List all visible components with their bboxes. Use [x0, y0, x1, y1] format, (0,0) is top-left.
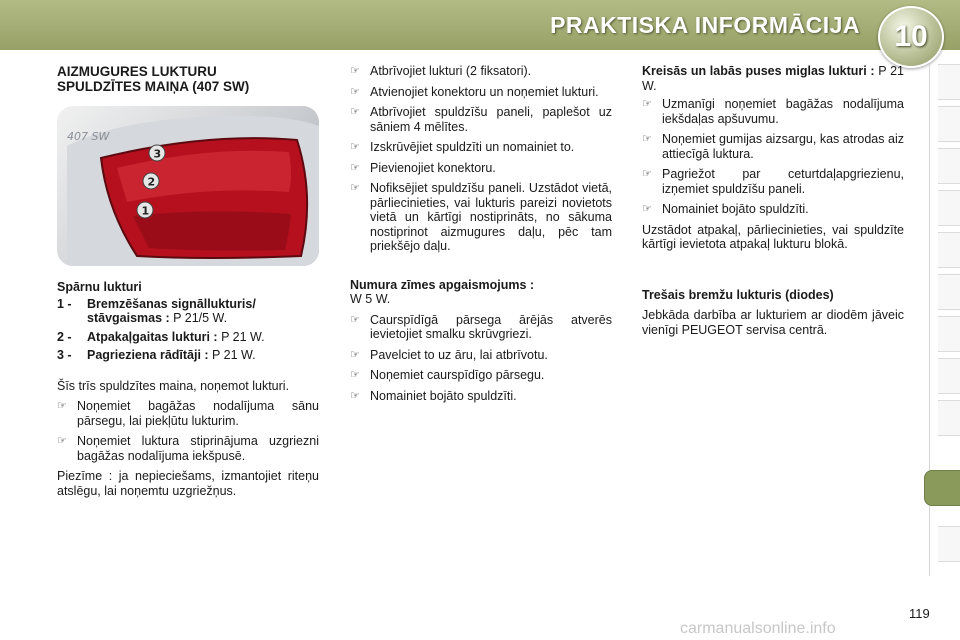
subsection-title: Spārnu lukturi [57, 280, 142, 294]
chapter-number: 10 [894, 20, 928, 53]
pointing-hand-icon: ☞ [350, 106, 360, 118]
pointing-hand-icon: ☞ [350, 389, 360, 402]
pointing-hand-icon: ☞ [57, 435, 67, 447]
list-item: ☞ Nomainiet bojāto spuldzīti. [350, 388, 517, 403]
model-badge: 407 SW [67, 130, 110, 143]
item-number: 2 - [57, 329, 72, 344]
chapter-tab[interactable] [938, 190, 960, 226]
list-item: ☞ Izskrūvējiet spuldzīti un nomainiet to. [350, 140, 575, 154]
tail-light-photo [57, 106, 319, 266]
column-right [642, 64, 904, 343]
lens-lower-section [133, 211, 291, 250]
marker-2 [143, 173, 159, 189]
column-left [57, 64, 319, 504]
list-item: ☞ Noņemiet gumijas aizsargu, kas atrodas aiz attiecīgā luktura. [642, 132, 904, 161]
chapter-tab[interactable] [938, 232, 960, 268]
chapter-tab[interactable] [938, 400, 960, 436]
list-item: ☞ Noņemiet bagāžas nodalījuma sānu pārsegu, lai piekļūtu lukturim. [57, 399, 319, 428]
heading-line: SPULDZĪTES MAIŅA (407 SW) [57, 79, 250, 94]
list-item: ☞ Atbrīvojiet lukturi (2 fiksatori). [350, 64, 532, 78]
svg-text:1: 1 [141, 204, 150, 218]
chapter-tab[interactable] [938, 316, 960, 352]
pointing-hand-icon: ☞ [350, 313, 360, 326]
list-item: ☞ Nomainiet bojāto spuldzīti. [642, 202, 809, 216]
pointing-hand-icon: ☞ [350, 65, 360, 77]
item-number: 1 - [57, 296, 72, 311]
intro-text: Šīs trīs spuldzītes maina, noņemot lukturi. [57, 378, 290, 393]
note-text: Uzstādot atpakaļ, pārliecinieties, vai spuldzīte kārtīgi ievietota atpakaļ lukturu blokā. [642, 222, 904, 251]
subsection-title: Numura zīmes apgaismojums : [350, 277, 535, 292]
pointing-hand-icon: ☞ [642, 98, 652, 110]
item-value: P 21 W. [217, 329, 265, 344]
list-item [57, 330, 319, 345]
item-label: Atpakaļgaitas lukturi : [87, 329, 218, 344]
list-item: ☞ Pievienojiet konektoru. [350, 160, 496, 175]
svg-text:2: 2 [147, 175, 156, 189]
item-label: Pagrieziena rādītāji : [87, 348, 209, 362]
list-item: ☞ Noņemiet caurspīdīgo pārsegu. [350, 368, 545, 382]
page-title: PRAKTISKA INFORMĀCIJA [550, 12, 860, 38]
list-item: ☞ Pagriežot par ceturtdaļapgriezienu, izņemiet spuldzīšu paneli. [642, 167, 904, 196]
section-heading [57, 64, 319, 94]
pointing-hand-icon: ☞ [350, 161, 360, 174]
chapter-badge [878, 6, 944, 68]
chapter-tab[interactable] [938, 64, 960, 100]
marker-3 [149, 145, 165, 161]
chapter-tab[interactable] [938, 274, 960, 310]
pointing-hand-icon: ☞ [350, 182, 360, 194]
item-value: P 21/5 W. [169, 311, 228, 325]
body-text: Jebkāda darbība ar lukturiem ar diodēm jāveic vienīgi PEUGEOT servisa centrā. [642, 308, 904, 337]
chapter-tab[interactable] [938, 526, 960, 562]
subsection-title: Trešais bremžu lukturis (diodes) [642, 287, 834, 302]
pointing-hand-icon: ☞ [350, 85, 360, 98]
item-value: P 21 W. [208, 348, 256, 362]
chapter-tab-active[interactable] [924, 470, 960, 506]
chapter-tabs [929, 64, 960, 576]
list-item: ☞ Uzmanīgi noņemiet bagāžas nodalījuma iekšdaļas apšuvumu. [642, 97, 904, 126]
pointing-hand-icon: ☞ [642, 133, 652, 145]
svg-text:3: 3 [153, 147, 162, 161]
item-number: 3 - [57, 348, 72, 362]
pointing-hand-icon: ☞ [642, 203, 652, 215]
list-item: ☞ Caurspīdīgā pārsega ārējās atverēs ievietojiet smalku skrūvgriezi. [350, 312, 612, 341]
note-text: Piezīme : ja nepieciešams, izmantojiet riteņu atslēgu, lai noņemtu uzgriežņus. [57, 469, 319, 498]
list-item [57, 297, 319, 326]
list-item: ☞ Pavelciet to uz āru, lai atbrīvotu. [350, 347, 548, 362]
list-item [57, 348, 319, 363]
list-item: ☞ Noņemiet luktura stiprinājuma uzgriezni bagāžas nodalījuma iekšpusē. [57, 434, 319, 463]
marker-1 [137, 202, 153, 218]
list-item: ☞ Nofiksējiet spuldzīšu paneli. Uzstādot vietā, pārliecinieties, vai lukturis pareizi novietots vietā un kārtīgi nostiprināts, no sākuma nostiprinot aizmugures daļu, pēc tam priekšējo daļu. [350, 181, 612, 253]
list-item: ☞ Atbrīvojiet spuldzīšu paneli, paplešot uz sāniem 4 mēlītes. [350, 105, 612, 134]
pointing-hand-icon: ☞ [57, 400, 67, 412]
column-middle [350, 64, 612, 409]
list-item: ☞ Atvienojiet konektoru un noņemiet lukturi. [350, 84, 599, 99]
item-label: Bremzēšanas signāllukturis/ stāvgaismas : [87, 296, 256, 325]
subsection-title: Kreisās un labās puses miglas lukturi : P 21 W. [642, 64, 904, 93]
pointing-hand-icon: ☞ [350, 369, 360, 381]
pointing-hand-icon: ☞ [642, 168, 652, 180]
subsection-value: W 5 W. [350, 292, 391, 306]
chapter-tab[interactable] [938, 106, 960, 142]
watermark: carmanualsonline.info [680, 620, 836, 637]
heading-line: AIZMUGURES LUKTURU [57, 64, 217, 79]
pointing-hand-icon: ☞ [350, 348, 360, 361]
chapter-tab[interactable] [938, 358, 960, 394]
pointing-hand-icon: ☞ [350, 141, 360, 153]
chapter-tab[interactable] [938, 148, 960, 184]
page-number: 119 [909, 606, 930, 621]
